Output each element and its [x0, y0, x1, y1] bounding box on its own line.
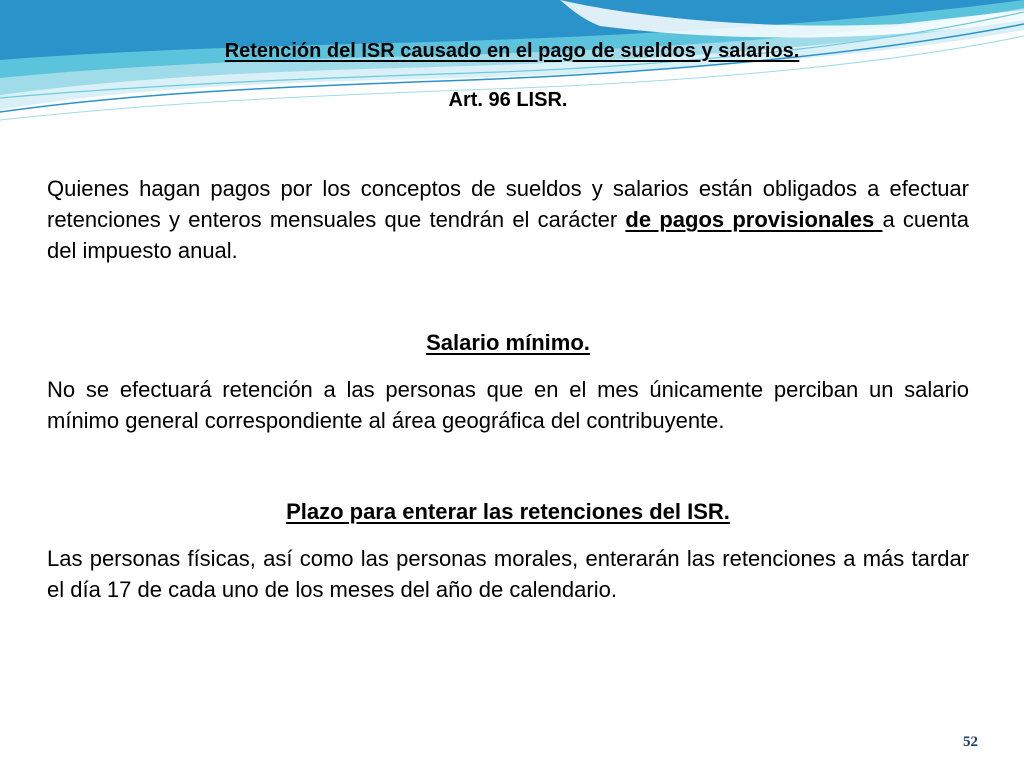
- intro-paragraph: [47, 173, 969, 266]
- slide-title-text: Retención del ISR causado en el pago de sueldos y salarios.: [224, 40, 800, 62]
- section-body-plazo: Las personas físicas, así como las personas morales, enterarán las retenciones a más tardar el día 17 de cada uno de los meses del año de calendario.: [47, 546, 969, 602]
- header-wave-decoration: [0, 0, 1024, 140]
- article-reference: Art. 96 LISR.: [448, 89, 568, 111]
- intro-text-after: a cuenta del impuesto anual.: [47, 207, 969, 263]
- section-body-salario-minimo: No se efectuará retención a las personas que en el mes únicamente perciban un salario mínimo general correspondiente al área geográfica del contribuyente.: [47, 377, 969, 433]
- intro-text-before: Quienes hagan pagos por los conceptos de sueldos y salarios están obligados a efectuar retenciones y enteros mensuales que tendrán el carácter: [47, 176, 969, 232]
- section-heading-salario-minimo: Salario mínimo.: [426, 330, 590, 355]
- slide-title: [0, 39, 1024, 63]
- section-heading-plazo: Plazo para enterar las retenciones del ISR.: [286, 499, 730, 524]
- page-number: 52: [963, 734, 978, 750]
- intro-emphasis: de pagos provisionales: [625, 207, 883, 232]
